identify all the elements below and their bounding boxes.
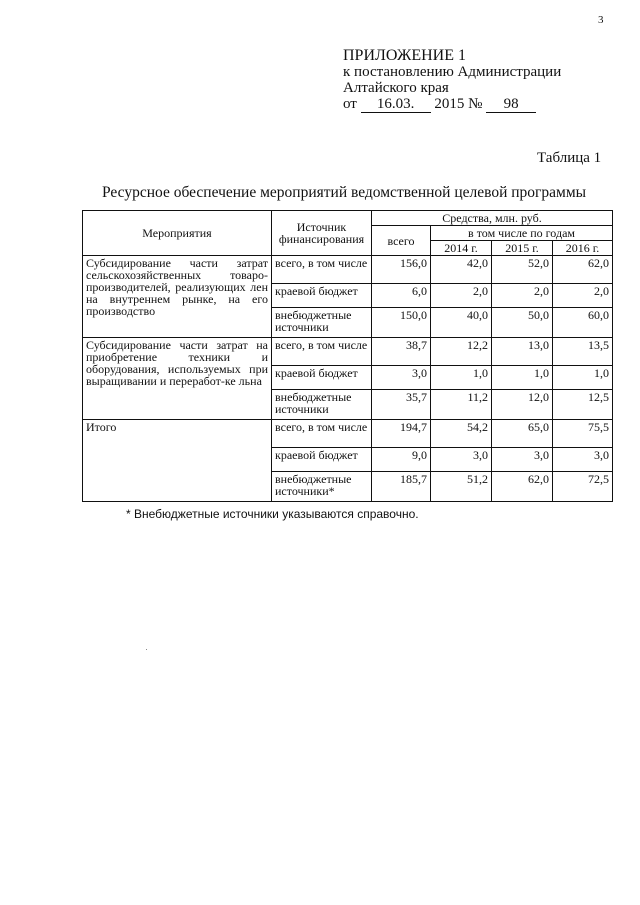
year-2014-cell: 1,0 (431, 366, 492, 390)
measure-cell: Субсидирование части затрат сельскохозяйственных товаро-производителей, реализующих лен на внутреннем рынке, на его производство (83, 256, 272, 338)
resource-table (82, 210, 613, 502)
year-2014-cell: 11,2 (431, 390, 492, 420)
year-2016-cell: 2,0 (553, 284, 613, 308)
header-total: всего (372, 226, 431, 256)
header-measures: Мероприятия (83, 211, 272, 256)
year-2014-cell: 40,0 (431, 308, 492, 338)
header-source: Источник финансирования (272, 211, 372, 256)
year-2016-cell: 60,0 (553, 308, 613, 338)
header-year-2016: 2016 г. (553, 241, 613, 256)
year-2014-cell: 54,2 (431, 420, 492, 448)
footnote: * Внебюджетные источники указываются справочно. (126, 507, 419, 521)
year-2015-cell: 13,0 (492, 338, 553, 366)
source-cell: краевой бюджет (272, 448, 372, 472)
header-year-2015: 2015 г. (492, 241, 553, 256)
year-2015-cell: 2,0 (492, 284, 553, 308)
from-label: от (343, 96, 357, 112)
appendix-title: ПРИЛОЖЕНИЕ 1 (343, 47, 467, 64)
source-cell: краевой бюджет (272, 366, 372, 390)
year-2016-cell: 75,5 (553, 420, 613, 448)
year-2015-cell: 12,0 (492, 390, 553, 420)
table-row (83, 256, 613, 284)
appendix-block (343, 48, 561, 113)
year-2016-cell: 1,0 (553, 366, 613, 390)
year-2015-cell: 52,0 (492, 256, 553, 284)
year-2016-cell: 3,0 (553, 448, 613, 472)
measure-cell: Субсидирование части затрат на приобретение техники и оборудования, используемых при выращивании и переработ-ке льна (83, 338, 272, 420)
header-funds: Средства, млн. руб. (372, 211, 613, 226)
year-2015-cell: 65,0 (492, 420, 553, 448)
source-cell: внебюджетные источники (272, 390, 372, 420)
source-cell: всего, в том числе (272, 256, 372, 284)
scan-speck (146, 649, 147, 650)
measure-cell: Итого (83, 420, 272, 502)
source-cell: краевой бюджет (272, 284, 372, 308)
year-2016-cell: 62,0 (553, 256, 613, 284)
total-cell: 194,7 (372, 420, 431, 448)
total-cell: 156,0 (372, 256, 431, 284)
total-cell: 150,0 (372, 308, 431, 338)
year-2015-cell: 62,0 (492, 472, 553, 502)
year-2014-cell: 3,0 (431, 448, 492, 472)
number-sign: № (468, 96, 483, 112)
header-year-2014: 2014 г. (431, 241, 492, 256)
table-row (83, 420, 613, 448)
decree-date: 16.03. (361, 96, 431, 113)
table-label: Таблица 1 (537, 150, 602, 166)
year-2016-cell: 72,5 (553, 472, 613, 502)
table-row (83, 338, 613, 366)
total-cell: 38,7 (372, 338, 431, 366)
total-cell: 9,0 (372, 448, 431, 472)
decree-number: 98 (486, 96, 536, 113)
total-cell: 35,7 (372, 390, 431, 420)
appendix-date-line (343, 96, 561, 113)
source-cell: внебюджетные источники (272, 308, 372, 338)
header-by-years: в том числе по годам (431, 226, 613, 241)
year-2015-cell: 3,0 (492, 448, 553, 472)
source-cell: всего, в том числе (272, 420, 372, 448)
year-2014-cell: 51,2 (431, 472, 492, 502)
total-cell: 6,0 (372, 284, 431, 308)
year-2014-cell: 12,2 (431, 338, 492, 366)
decree-year: 2015 (434, 96, 465, 112)
appendix-line-2: к постановлению Администрации (343, 64, 562, 80)
appendix-line-3: Алтайского края (343, 80, 449, 96)
total-cell: 3,0 (372, 366, 431, 390)
year-2016-cell: 12,5 (553, 390, 613, 420)
table-title: Ресурсное обеспечение мероприятий ведомственной целевой программы (102, 184, 587, 201)
source-cell: внебюджетные источники* (272, 472, 372, 502)
year-2016-cell: 13,5 (553, 338, 613, 366)
year-2015-cell: 50,0 (492, 308, 553, 338)
source-cell: всего, в том числе (272, 338, 372, 366)
year-2015-cell: 1,0 (492, 366, 553, 390)
total-cell: 185,7 (372, 472, 431, 502)
year-2014-cell: 42,0 (431, 256, 492, 284)
year-2014-cell: 2,0 (431, 284, 492, 308)
page-number: 3 (598, 14, 604, 26)
